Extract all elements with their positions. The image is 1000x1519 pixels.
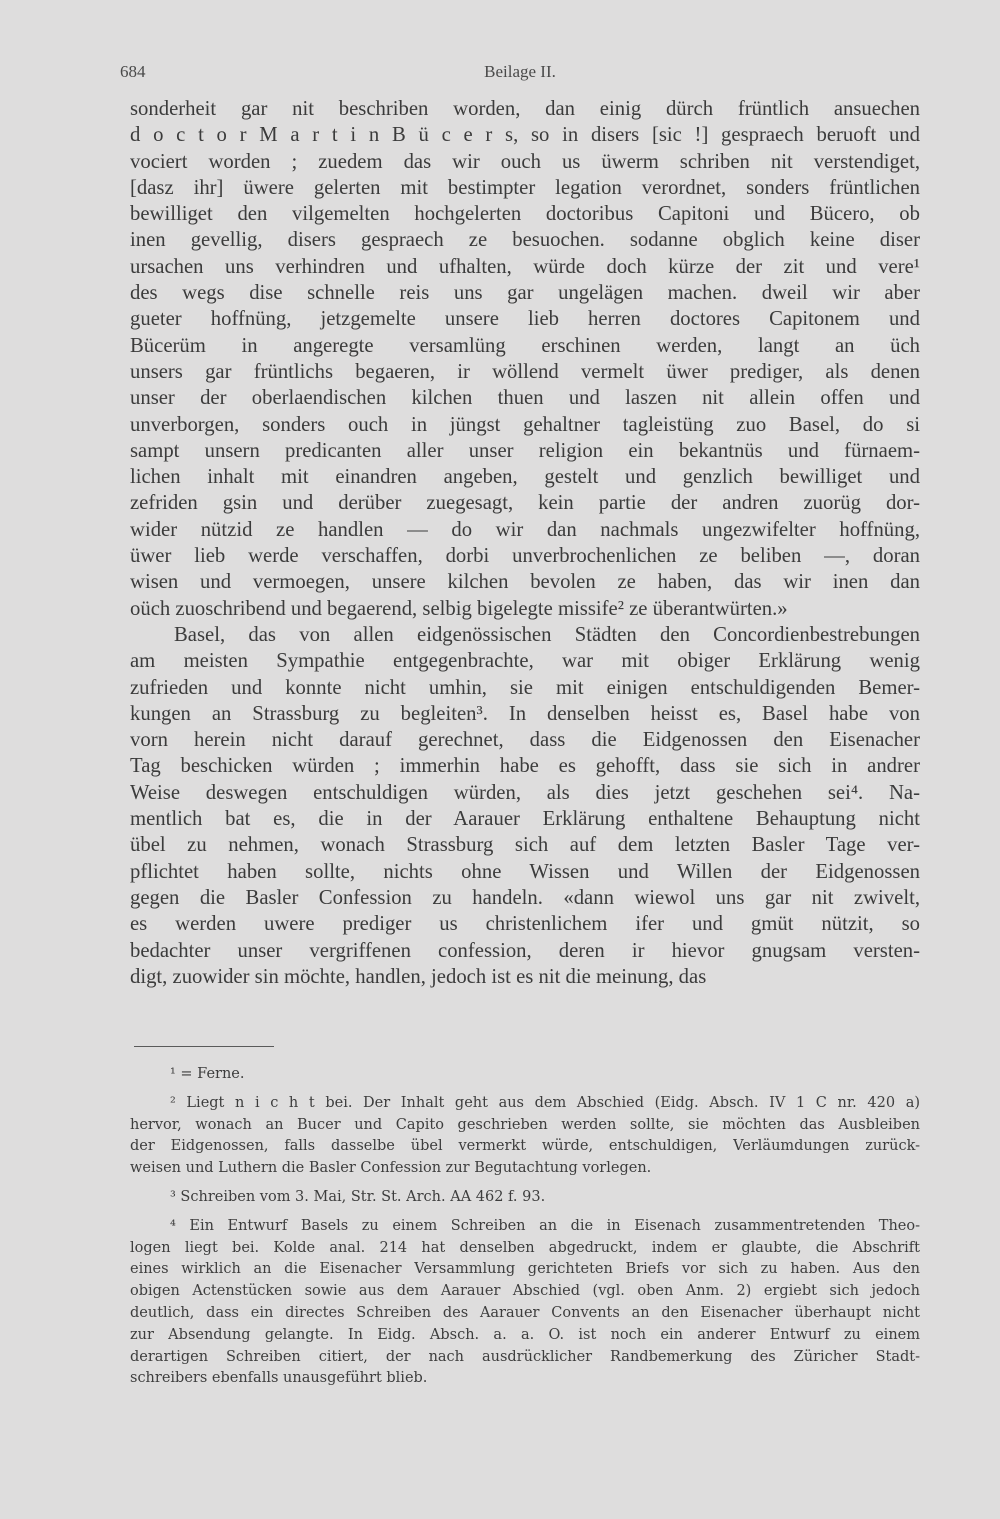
footnote xyxy=(130,1093,920,1180)
text-line: Weise deswegen entschuldigen würden, als dies jetzt geschehen sei⁴. Na- xyxy=(130,781,920,804)
text-line: pflichtet haben sollte, nichts ohne Wissen und Willen der Eidgenossen xyxy=(130,860,920,883)
page-header xyxy=(120,62,920,86)
text-line: sampt unsern predicanten aller unser religion ein bekantnüs und fürnaem- xyxy=(130,439,920,462)
text-line: lichen inhalt mit einandren angeben, gestelt und genzlich bewilliget und xyxy=(130,466,920,489)
text-line: unsers gar früntlichs begaeren, ir wöllend vermelt üwer prediger, als denen xyxy=(130,360,920,383)
text-line: kungen an Strassburg zu begleiten³. In denselben heisst es, Basel habe von xyxy=(130,702,920,725)
text-line: üwer lieb werde verschaffen, dorbi unverbrochenlichen ze beliben —, doran xyxy=(130,545,920,568)
footnote-line: derartigen Schreiben citiert, der nach ausdrücklicher Randbemerkung des Züricher Stadt- xyxy=(130,1348,920,1365)
text-line: digt, zuowider sin möchte, handlen, jedoch ist es nit die meinung, das xyxy=(130,965,707,988)
text-line: wider nützid ze handlen — do wir dan nachmals ungezwifelter hoffnüng, xyxy=(130,518,920,541)
footnote-line: weisen und Luthern die Basler Confession zur Begutachtung vorlegen. xyxy=(130,1160,652,1177)
text-line: inen gevellig, disers gespraech ze besuochen. sodanne obglich keine diser xyxy=(130,229,920,252)
text-line: ursachen uns verhindren und ufhalten, würde doch kürze der zit und vere¹ xyxy=(130,255,920,278)
footnote-line: ³ Schreiben vom 3. Mai, Str. St. Arch. AA 462 f. 93. xyxy=(170,1188,546,1205)
footnote-line: eines wirklich an die Eisenacher Versammlung gerichteten Briefs vor sich zu haben. Aus den xyxy=(130,1261,920,1278)
text-line: des wegs dise schnelle reis uns gar ungelägen machen. dweil wir aber xyxy=(130,282,920,305)
footnote-line: ² Liegt n i c h t bei. Der Inhalt geht aus dem Abschied (Eidg. Absch. IV 1 C nr. 420 a) xyxy=(170,1094,920,1111)
text-line: unser der oberlaendischen kilchen thuen und laszen nit allein offen und xyxy=(130,387,920,410)
footnote-line: deutlich, dass ein directes Schreiben des Aarauer Convents an den Eisenacher überhaupt nicht xyxy=(130,1304,920,1321)
text-line: vociert worden ; zuedem das wir ouch us üwerm schriben nit verstendiget, xyxy=(130,150,920,173)
main-text xyxy=(130,96,920,990)
text-line: am meisten Sympathie entgegenbrachte, war mit obiger Erklärung wenig xyxy=(130,650,920,673)
text-line: mentlich bat es, die in der Aarauer Erklärung enthaltene Behauptung nicht xyxy=(130,808,920,831)
text-line: zefriden gsin und derüber zuegesagt, kein partie der andren zuorüg dor- xyxy=(130,492,920,515)
running-head: Beilage II. xyxy=(484,62,556,81)
footnote-line: ¹ = Ferne. xyxy=(170,1066,245,1082)
page-number: 684 xyxy=(120,62,146,81)
footnote-line: der Eidgenossen, falls dasselbe übel vermerkt würde, entschuldigen, Verläumdungen zurück- xyxy=(130,1138,920,1155)
text-line: bedachter unser vergriffenen confession, deren ir hievor gnugsam versten- xyxy=(130,939,920,962)
text-line: sonderheit gar nit beschriben worden, dan einig dürch früntlich ansuechen xyxy=(130,98,920,120)
text-line: es werden uwere prediger us christenlichem ifer und gmüt nützit, so xyxy=(130,913,920,936)
footnote-separator xyxy=(134,1046,274,1047)
text-line: zufrieden und konnte nicht umhin, sie mit einigen entschuldigenden Bemer- xyxy=(130,676,920,699)
text-line: d o c t o r M a r t i n B ü c e r s, so in disers [sic !] gespraech beruoft und xyxy=(130,124,920,147)
text-line: übel zu nehmen, wonach Strassburg sich auf dem letzten Basler Tage ver- xyxy=(130,834,920,857)
footnote xyxy=(130,1216,920,1390)
text-line: [dasz ihr] üwere gelerten mit bestimpter legation verordnet, sonders früntlichen xyxy=(130,176,920,199)
footnote-line: ⁴ Ein Entwurf Basels zu einem Schreiben an die in Eisenach zusammentretenden Theo- xyxy=(170,1217,920,1234)
text-line: vorn herein nicht darauf gerechnet, dass die Eidgenossen den Eisenacher xyxy=(130,729,920,752)
text-line: bewilliget den vilgemelten hochgelerten doctoribus Capitoni und Bücero, ob xyxy=(130,203,920,226)
text-line: gueter hoffnüng, jetzgemelte unsere lieb herren doctores Capitonem und xyxy=(130,308,920,331)
footnote xyxy=(130,1187,920,1209)
text-line: Basel, das von allen eidgenössischen Städten den Concordienbestrebungen xyxy=(174,623,920,646)
footnote xyxy=(130,1064,920,1086)
text-line: Tag beschicken würden ; immerhin habe es gehofft, dass sie sich in andrer xyxy=(130,755,920,778)
footnote-line: obigen Actenstücken sowie aus dem Aarauer Abschied (vgl. oben Anm. 2) ergiebt sich jedoch xyxy=(130,1283,920,1300)
text-line: Bücerüm in angeregte versamlüng erschinen werden, langt an üch xyxy=(130,334,920,357)
text-line: unverborgen, sonders ouch in jüngst gehaltner tagleistüng zuo Basel, do si xyxy=(130,413,920,436)
footnote-line: logen liegt bei. Kolde anal. 214 hat denselben abgedruckt, indem er glaubte, die Abschrift xyxy=(130,1239,920,1256)
text-line: gegen die Basler Confession zu handeln. «dann wiewol uns gar nit zwivelt, xyxy=(130,886,920,909)
footnote-line: schreibers ebenfalls unausgeführt blieb. xyxy=(130,1370,428,1387)
footnote-line: hervor, wonach an Bucer und Capito geschrieben werden sollte, sie möchten das Ausbleiben xyxy=(130,1116,920,1133)
text-line: oüch zuoschribend und begaerend, selbig bigelegte missife² ze überantwürten.» xyxy=(130,597,788,620)
footnotes xyxy=(130,1064,920,1397)
footnote-line: zur Absendung gelangte. In Eidg. Absch. a. a. O. ist noch ein anderer Entwurf zu einem xyxy=(130,1326,920,1343)
text-line: wisen und vermoegen, unsere kilchen bevolen ze haben, das wir inen dan xyxy=(130,571,920,594)
